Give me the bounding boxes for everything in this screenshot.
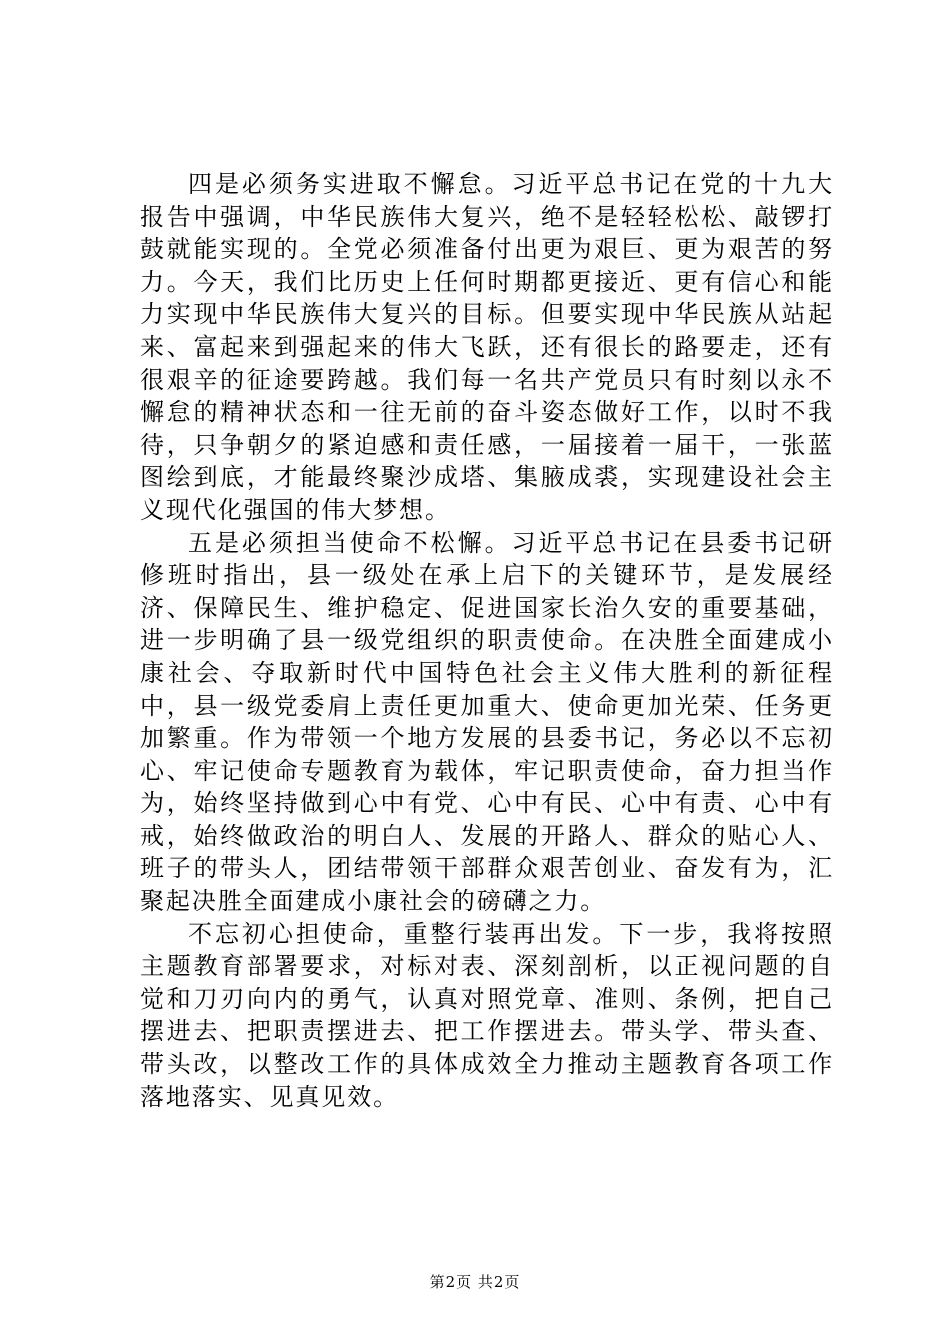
paragraph-conclusion: 不忘初心担使命，重整行装再出发。下一步，我将按照主题教育部署要求，对标对表、深刻剖析，以正视问题的自觉和刀刃向内的勇气，认真对照党章、准则、条例，把自己摆进去、把职责摆进去、把工作摆进去。带头学、带头查、带头改，以整改工作的具体成效全力推动主题教育各项工作落地落实、见真见效。 — [140, 919, 834, 1111]
document-body — [140, 168, 834, 1113]
paragraph-point-five: 五是必须担当使命不松懈。习近平总书记在县委书记研修班时指出，县一级处在承上启下的关键环节，是发展经济、保障民生、维护稳定、促进国家长治久安的重要基础，进一步明确了县一级党组织的职责使命。在决胜全面建成小康社会、夺取新时代中国特色社会主义伟大胜利的新征程中，县一级党委肩上责任更加重大、使命更加光荣、任务更加繁重。作为带领一个地方发展的县委书记，务必以不忘初心、牢记使命专题教育为载体，牢记职责使命，奋力担当作为，始终坚持做到心中有党、心中有民、心中有责、心中有戒，始终做政治的明白人、发展的开路人、群众的贴心人、班子的带头人，团结带领干部群众艰苦创业、奋发有为，汇聚起决胜全面建成小康社会的磅礴之力。 — [140, 528, 834, 916]
paragraph-point-four: 四是必须务实进取不懈怠。习近平总书记在党的十九大报告中强调，中华民族伟大复兴，绝不是轻轻松松、敲锣打鼓就能实现的。全党必须准备付出更为艰巨、更为艰苦的努力。今天，我们比历史上任何时期都更接近、更有信心和能力实现中华民族伟大复兴的目标。但要实现中华民族从站起来、富起来到强起来的伟大飞跃，还有很长的路要走，还有很艰辛的征途要跨越。我们每一名共产党员只有时刻以永不懈怠的精神状态和一往无前的奋斗姿态做好工作，以时不我待，只争朝夕的紧迫感和责任感，一届接着一届干，一张蓝图绘到底，才能最终聚沙成塔、集腋成裘，实现建设社会主义现代化强国的伟大梦想。 — [140, 170, 834, 524]
page-number-footer: 第2页 共2页 — [429, 1273, 521, 1291]
